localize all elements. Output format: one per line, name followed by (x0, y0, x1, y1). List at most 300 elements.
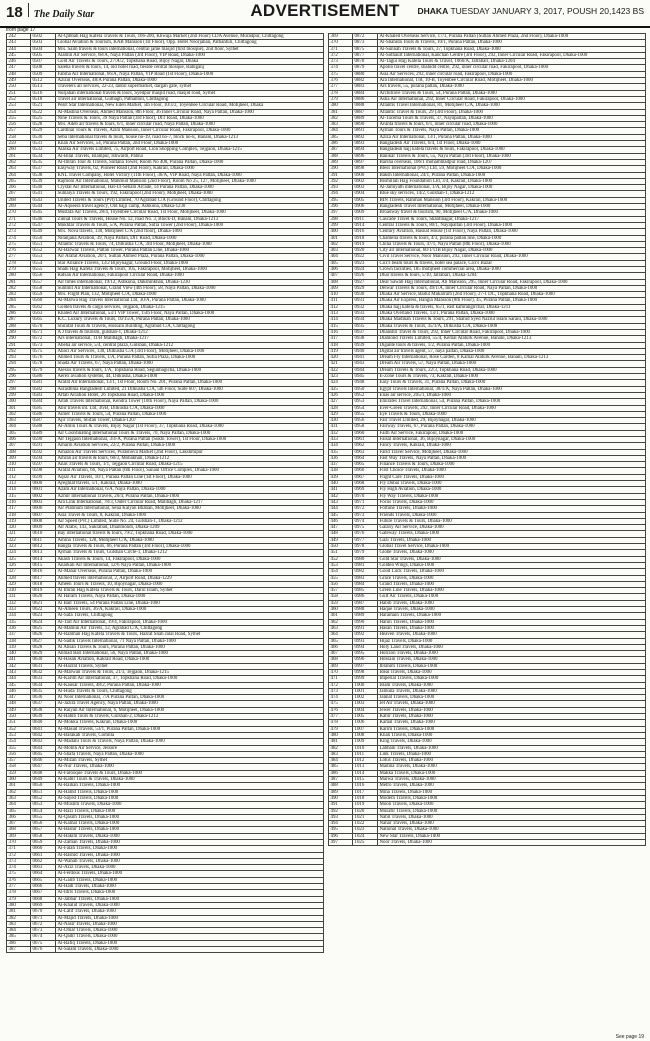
license-number: 0903 (353, 185, 378, 191)
serial-number: 263 (7, 166, 31, 172)
license-number: 0601 (31, 487, 56, 493)
serial-number: 250 (7, 84, 31, 90)
license-number: 0985 (353, 588, 378, 594)
license-number: 0579 (31, 367, 56, 373)
license-number: 0900 (353, 172, 378, 178)
license-number: 0528 (31, 122, 56, 128)
serial-number: 265 (7, 178, 31, 184)
license-number: 0974 (353, 518, 378, 524)
serial-number: 418 (329, 342, 353, 348)
agency-details: Marwa Travels, Dhaka-1000 (378, 777, 646, 783)
license-number: 0615 (31, 562, 56, 568)
agency-details: Aftab Aviation Hotel, 26 Topkhana Road, Dhaka-1000 (56, 392, 324, 398)
serial-number: 396 (329, 204, 353, 210)
serial-number: 397 (329, 210, 353, 216)
agency-details: Al-Manar Overseas, Purana Paltan, Dhaka-1000 (56, 569, 324, 575)
agency-details: Friends Travels, Dhaka-1000 (378, 512, 646, 518)
license-number: 0583 (31, 392, 56, 398)
license-number: 0661 (31, 852, 56, 858)
license-number: 0933 (353, 311, 378, 317)
license-number: 0603 (31, 499, 56, 505)
license-number: 0620 (31, 594, 56, 600)
license-number: 0877 (353, 52, 378, 58)
serial-number: 447 (329, 525, 353, 531)
agency-details: Jamuna Travels, Dhaka-1000 (378, 688, 646, 694)
agency-details: Al-Hakim Travels, Dhaka-1000 (56, 833, 324, 839)
agency-details: Gulf Air Travels, Dhaka-1000 (378, 594, 646, 600)
license-number: 0549 (31, 229, 56, 235)
serial-number: 329 (7, 581, 31, 587)
agency-details: Star Alliance Travels, 13/2 Bijoynagar, Ground Floor, Dhaka-1000 (56, 260, 324, 266)
agency-details: Al-Latif Travels, Dhaka-1000 (56, 909, 324, 915)
agency-details: Baksh International, 24/1, Purana Paltan, Dhaka-1000 (378, 172, 646, 178)
license-number: 0632 (31, 669, 56, 675)
license-number: 0883 (353, 84, 378, 90)
license-number: 0590 (31, 437, 56, 443)
serial-number: 342 (7, 663, 31, 669)
license-number: 0503 (31, 40, 56, 46)
serial-number: 486 (329, 770, 353, 776)
license-number: 0638 (31, 707, 56, 713)
dateline-date: TUESDAY JANUARY 3, 2017, POUSH 20,1423 BS (450, 6, 644, 16)
license-number: 0613 (31, 550, 56, 556)
agency-details: City air international, 60/1/11B Bijoy Nagar, Dhaka-1000 (378, 248, 646, 254)
serial-number: 280 (7, 273, 31, 279)
serial-number: 275 (7, 241, 31, 247)
serial-number: 435 (329, 449, 353, 455)
agency-details: Mukhtar Travels & Tours, 5/A, Purana Paltan, Sufia Tower (2nd Floor), Dhaka-1000 (56, 222, 324, 228)
license-number: 0581 (31, 380, 56, 386)
agency-details: Eye Travels & Tours, Dhaka-1000 (378, 411, 646, 417)
license-number: 0983 (353, 575, 378, 581)
agency-details: Shahi Hajj Kafela Travels & Tours, 105, Fakirapool, Motijheel, Dhaka-1000 (56, 266, 324, 272)
license-number: 0919 (353, 241, 378, 247)
agency-details: Rafsan Air International, Fakirapool Circular Road, Dhaka-1000 (56, 273, 324, 279)
license-number: 0987 (353, 600, 378, 606)
agency-details: Al-Nasir Travels, Dhaka-1000 (56, 921, 324, 927)
serial-number: 420 (329, 355, 353, 361)
serial-number: 374 (7, 865, 31, 871)
serial-number: 375 (329, 71, 353, 77)
agency-details: Abaci Air Services, 130, Dilkusha C/A (3rd Floor), Motijheel, Dhaka-1000 (56, 348, 324, 354)
agency-details: Moon Travels, Dhaka-1000 (378, 802, 646, 808)
agency-details: Al-Zaman Travels, Dhaka-1000 (56, 840, 324, 846)
agency-details: Hossain Travels, Dhaka-1000 (378, 657, 646, 663)
license-number: 1019 (353, 802, 378, 808)
license-number: 0625 (31, 625, 56, 631)
masthead: The Daily Star (33, 9, 95, 20)
license-number: 0878 (353, 59, 378, 65)
license-number: 1004 (353, 707, 378, 713)
serial-number: 378 (7, 890, 31, 896)
agency-details: Century Aviation, Hasnat House (1st Floor), Naya Paltan, Dhaka-1000 (378, 229, 646, 235)
license-number: 0923 (353, 260, 378, 266)
license-number: 0674 (31, 934, 56, 940)
license-number: 0911 (353, 216, 378, 222)
agency-details: Al-Rahman Hajj Kafela Travels & Tours, Hazrat Shah Jalal Road, Sylhet (56, 632, 324, 638)
license-number: 0602 (31, 493, 56, 499)
license-number: 0992 (353, 632, 378, 638)
license-number: 0628 (31, 644, 56, 650)
license-number: 1015 (353, 777, 378, 783)
agency-details: Al-Madina Overseas, Ahmed Mansion, 8th Floor, 36 Inner Circular Road, Naya Paltan, Dhaka-1000 (56, 109, 324, 115)
serial-number: 352 (7, 726, 31, 732)
agency-details: Dream Travels & Tours, 22/3, Topkhana Road, Dhaka-1000 (378, 367, 646, 373)
agency-details: Atlantic Travel & Tours, 29 (3rd Floor), Dhaka-1000 (378, 109, 646, 115)
agency-details: Pearl Star International, New Eden Market, 5th Floor, 10/3/2, Toyenbee Circular Road, Motijheel, Dhaka (56, 103, 324, 109)
license-number: 0986 (353, 594, 378, 600)
agency-details: United Travels & Tours (Pvt) Limited, 70 Agrabad C/A (Ground Floor), Chittagong (56, 197, 324, 203)
license-number: 0616 (31, 569, 56, 575)
agency-details: Atlantic Travels & Tours, 74, Dilkusha C/A, 3rd Floor, Motijheel, Dhaka-1000 (56, 241, 324, 247)
serial-number: 367 (7, 821, 31, 827)
license-number: 0539 (31, 178, 56, 184)
agency-details: Fortune Travels, Dhaka-1000 (378, 506, 646, 512)
license-number: 1018 (353, 795, 378, 801)
license-number: 0916 (353, 229, 378, 235)
license-number: 0562 (31, 304, 56, 310)
agency-details: Dhaka Overland Travels, 13/1, Purana Paltan, Dhaka-1000 (378, 311, 646, 317)
agency-details: Akash Travels & Tours, 14, Fakirapool, Dhaka-1000 (56, 556, 324, 562)
license-number: 0898 (353, 166, 378, 172)
license-number: 0897 (353, 159, 378, 165)
license-number: 1017 (353, 789, 378, 795)
serial-number: 469 (329, 663, 353, 669)
license-number: 0972 (353, 506, 378, 512)
serial-number: 438 (329, 468, 353, 474)
license-number: 0988 (353, 607, 378, 613)
agency-details: Chamelia travels & tours, 4/3, purana paltan line, Dhaka-1000 (378, 235, 646, 241)
agency-details: Al-Nur Travels, Dhaka-1000 (56, 764, 324, 770)
license-number: 0640 (31, 720, 56, 726)
serial-number: 459 (329, 600, 353, 606)
serial-number: 286 (7, 311, 31, 317)
agency-details: Al-Ameen Tours, 36/A, Kakrail, Dhaka-1000 (56, 607, 324, 613)
license-number: 1008 (353, 732, 378, 738)
agency-details: Easy Tours & Travels, 31, Purana Paltan, Dhaka-1000 (378, 380, 646, 386)
license-number: 0945 (353, 374, 378, 380)
license-number: 0909 (353, 210, 378, 216)
license-number: 0598 (31, 468, 56, 474)
license-number: 0570 (31, 323, 56, 329)
license-number: 0960 (353, 430, 378, 436)
serial-number: 453 (329, 562, 353, 568)
agency-details: Al-Madani Tours & Travels, Naya Paltan, Dhaka-1000 (56, 739, 324, 745)
license-number: 0873 (353, 40, 378, 46)
license-number: 0931 (353, 298, 378, 304)
serial-number: 455 (329, 575, 353, 581)
license-number: 0939 (353, 342, 378, 348)
agency-details: Emirates Travel International, 54, Purana Paltan, Dhaka-1000 (378, 399, 646, 405)
license-number: 0584 (31, 399, 56, 405)
agency-details: Al-Safa Travels, Chittagong (56, 613, 324, 619)
license-number: 0652 (31, 795, 56, 801)
serial-number: 349 (7, 707, 31, 713)
agency-details: Nilanjana Aviation, 39, Naya Paltan, DIT Road, Dhaka-1000 (56, 235, 324, 241)
license-number: 0880 (353, 71, 378, 77)
agency-details: Apollo travel centre, shahidd centre, 292, inner circular road, Fakirapool, Dhaka-1000 (378, 65, 646, 71)
serial-number: 376 (7, 877, 31, 883)
license-number: 0642 (31, 732, 56, 738)
serial-number: 398 (329, 216, 353, 222)
agency-details: Al-Razi Travels, Dhaka-1000 (56, 808, 324, 814)
license-number: 0533 (31, 147, 56, 153)
serial-number: 378 (329, 90, 353, 96)
license-number: 1005 (353, 714, 378, 720)
agency-details: Flight Care Travels, Dhaka-1000 (378, 474, 646, 480)
serial-number: 273 (7, 229, 31, 235)
serial-number: 496 (329, 833, 353, 839)
serial-number: 416 (329, 329, 353, 335)
serial-number: 381 (7, 909, 31, 915)
license-number: 0999 (353, 676, 378, 682)
license-number: 0624 (31, 619, 56, 625)
license-number: 0545 (31, 210, 56, 216)
serial-number: 358 (7, 764, 31, 770)
agency-details: Azizul Overseas, 48/A Purana Paltan, Dhaka-1000 (56, 78, 324, 84)
agency-details: Jannat Travels, Dhaka-1000 (378, 695, 646, 701)
serial-number: 357 (7, 758, 31, 764)
serial-number: 370 (7, 840, 31, 846)
serial-number: 467 (329, 651, 353, 657)
serial-number: 287 (7, 317, 31, 323)
agency-details: Shirafat Tours & Travels, Hossain Building, Agrabad C/A, Chittagong (56, 323, 324, 329)
serial-number: 432 (329, 430, 353, 436)
serial-number: 380 (329, 103, 353, 109)
license-number: 1022 (353, 821, 378, 827)
agency-details: K.C. Luxury Travels & Tours, 10/15/A, Purana Paltan, Dhaka-1000 (56, 317, 324, 323)
serial-number: 450 (329, 544, 353, 550)
agency-details: Khaled Air International, 53/1 VIP Tower, 15th Floor, Naya Paltan, Dhaka-1000 (56, 311, 324, 317)
agency-details: Fairway Travels, 67, Purana Paltan, Dhaka-1000 (378, 424, 646, 430)
serial-number: 410 (329, 292, 353, 298)
license-number: 1013 (353, 764, 378, 770)
license-number: 0552 (31, 248, 56, 254)
license-number: 0521 (31, 103, 56, 109)
serial-number: 355 (7, 745, 31, 751)
serial-number: 333 (7, 607, 31, 613)
serial-number: 289 (7, 329, 31, 335)
agency-details: Dhaka Travels & Tours, 35/1/A, Dilkusha C/A, Dhaka-1000 (378, 323, 646, 329)
agency-details: Cascade Travel & Tours, Shantinagar, Dhaka-1217 (378, 216, 646, 222)
serial-number: 445 (329, 512, 353, 518)
serial-number: 295 (7, 367, 31, 373)
license-number: 0673 (31, 928, 56, 934)
license-number: 0505 (31, 52, 56, 58)
agency-details: Ayegmat travels, 5/1, Kakrail, Dhaka-1000 (56, 481, 324, 487)
serial-number: 390 (329, 166, 353, 172)
agency-details: Anas Travels & Tours, 1/1, Tejgaon Circular Road, Dhaka-1215 (56, 462, 324, 468)
serial-number: 316 (7, 499, 31, 505)
license-number: 0929 (353, 285, 378, 291)
agency-details: Ameen Tours & Travels, 10, Bijoynagar, Dhaka-1000 (56, 581, 324, 587)
agency-details: Noor Travels, Dhaka-1000 (378, 840, 646, 846)
license-number: 1002 (353, 695, 378, 701)
license-number: 0997 (353, 663, 378, 669)
serial-number: 296 (7, 374, 31, 380)
license-number: 0891 (353, 128, 378, 134)
agency-details: Aimer Travels & Tours, 54, Purana Paltan, Dhaka-1000 (56, 411, 324, 417)
serial-number: 406 (329, 266, 353, 272)
page-number: 18 (6, 4, 23, 21)
agency-details: Ars international, 11/B Malibagh, Dhaka-1217 (56, 336, 324, 342)
serial-number: 421 (329, 361, 353, 367)
serial-number: 491 (329, 802, 353, 808)
serial-number: 456 (329, 581, 353, 587)
license-number: 1023 (353, 827, 378, 833)
serial-number: 351 (7, 720, 31, 726)
agency-details: Fast Way Travels, Naya Paltan, Dhaka-1000 (378, 455, 646, 461)
license-number: 0634 (31, 682, 56, 688)
agency-details: Al-Kamal Travels, Dhaka-1000 (56, 821, 324, 827)
serial-number: 294 (7, 361, 31, 367)
agency-details: Al-Marwan Travels & Tours, 21/3, Tejgaon, Dhaka-1215 (56, 669, 324, 675)
serial-number: 443 (329, 499, 353, 505)
serial-number: 253 (7, 103, 31, 109)
serial-number: 477 (329, 714, 353, 720)
agency-details: M/s. Adeb air travels & tours, 6/1, inner circular road, Naya Paltan, Dhaka-1000 (56, 122, 324, 128)
serial-number: 434 (329, 443, 353, 449)
serial-number: 431 (329, 424, 353, 430)
serial-number: 429 (329, 411, 353, 417)
section-title: ADVERTISEMENT (250, 1, 400, 20)
serial-number: 414 (329, 317, 353, 323)
license-number: 0889 (353, 115, 378, 121)
license-number: 0668 (31, 896, 56, 902)
serial-number: 311 (7, 468, 31, 474)
agency-details: Al-Salam Travels, Dhaka-1000 (56, 947, 324, 953)
serial-number: 371 (329, 46, 353, 52)
license-number: 0955 (353, 411, 378, 417)
license-number: 0982 (353, 569, 378, 575)
license-number: 0963 (353, 449, 378, 455)
agency-details: Arafat Aviation, 66, Naya Paltan (6th Floor), Sanaul Office Complex, Dhaka-1000 (56, 468, 324, 474)
agency-details: Dear Sawab Hajj International, Ali Mansion, 295, Inner Circular Road, Fakirapool, Dhaka-1000 (378, 279, 646, 285)
agency-details: Al-Barwaz Travels, Paltan Tower, Purana Paltan Line, Dhaka-1000 (56, 248, 324, 254)
agency-details: Haque Travels, Dhaka-1000 (378, 607, 646, 613)
serial-number: 384 (329, 128, 353, 134)
serial-number: 489 (329, 789, 353, 795)
license-number: 0934 (353, 317, 378, 323)
serial-number: 365 (7, 808, 31, 814)
serial-number: 264 (7, 172, 31, 178)
agency-details: Digante tours & travels, 1/2, Purana Paltan, Dhaka-1000 (378, 342, 646, 348)
agency-details: Dhaka hajj kafela & travels, 65/1, east kamrangirchar, Dhaka-1211 (378, 304, 646, 310)
license-number: 0529 (31, 128, 56, 134)
license-number: 0665 (31, 877, 56, 883)
serial-number: 276 (7, 248, 31, 254)
serial-number: 389 (329, 159, 353, 165)
agency-details: Bangla Travels & Tours, 66, Purana Paltan (3rd Floor), Dhaka-1000 (56, 544, 324, 550)
serial-number: 322 (7, 537, 31, 543)
license-number: 0970 (353, 493, 378, 499)
license-number: 0879 (353, 65, 378, 71)
agency-details: Al-Muslim Travels, Dhaka-1000 (56, 802, 324, 808)
agency-details: Bangladesh Air Travels, 6/4, 1st Floor, Dhaka-1000 (378, 141, 646, 147)
agency-details: Gold Air Travels & Tours, 27/A/2, Topkhana Road, Bijoy Nagar, Dhaka (56, 59, 324, 65)
license-number: 0965 (353, 462, 378, 468)
license-number: 0626 (31, 632, 56, 638)
serial-number: 284 (7, 298, 31, 304)
license-number: 0504 (31, 46, 56, 52)
agency-details: Barsha overseas, 106/1 mohammadpur road, Dhaka-1207 (378, 159, 646, 165)
agency-details: Al-Jamiyath international, 1/A, Bijoy Nagar, Dhaka-1000 (378, 185, 646, 191)
agency-details: Al-Kausar Travels, 48/2, Purana Paltan, Dhaka-1000 (56, 682, 324, 688)
license-number: 0980 (353, 556, 378, 562)
license-number: 0541 (31, 191, 56, 197)
serial-number: 490 (329, 795, 353, 801)
agency-details: Dhaka Madinah Travels & Tours, 291, Shahid Syed Nazrul Islam Sarani, Dhaka-1000 (378, 317, 646, 323)
serial-number: 448 (329, 531, 353, 537)
serial-number: 430 (329, 418, 353, 424)
license-number: 0655 (31, 814, 56, 820)
agency-details: Abir travels int. Ltd, 36/B, Dilkusha C/A, Dhaka-1000 (56, 405, 324, 411)
serial-number: 381 (329, 109, 353, 115)
agency-details: Al-Tacema Tours & Travels, 37, Nayapaltan, Dhaka-1000 (378, 115, 646, 121)
agency-details: Globe Travels, Dhaka-1000 (378, 550, 646, 556)
agency-details: Al-Mizan Travels, Sylhet (56, 758, 324, 764)
agency-details: Khan Travels, Dhaka-1000 (378, 732, 646, 738)
serial-number: 297 (7, 380, 31, 386)
agency-details: King Travels, Dhaka-1000 (378, 739, 646, 745)
agency-details: Rajmoni Air International, Mahmud Mansion (2nd Floor), Room No 25, 127, Motijheel, Dhaka-1000 (56, 178, 324, 184)
license-number: 1021 (353, 814, 378, 820)
agency-details: Fabiha Air International, 66/A, Naya Paltan, VIP Road (1st Floor), Dhaka-1000 (56, 71, 324, 77)
license-number: 0906 (353, 204, 378, 210)
agency-details: Ajir Travels, Shifan Tower, Dhaka-1207 (56, 418, 324, 424)
license-number: 0540 (31, 185, 56, 191)
agency-details: Link Travels, Dhaka-1000 (378, 751, 646, 757)
agency-details: Asha Air International, 292, Inner Circular Road, Fakirapool, Dhaka-1000 (378, 96, 646, 102)
license-number: 1003 (353, 701, 378, 707)
dateline (418, 6, 644, 16)
agency-details: Zinnat Tours & Travels, House No. 12, road No. 3, Block-D, Banani, Dhaka-1213 (56, 216, 324, 222)
serial-number: 307 (7, 443, 31, 449)
agency-details: Ayman Tours & Travels, Naya Paltan, Dhaka-1000 (378, 128, 646, 134)
license-number: 0509 (31, 71, 56, 77)
agency-details: BIN Travels, Rahman Mansion (3rd Floor), Kakrail, Dhaka-1000 (378, 197, 646, 203)
serial-number: 332 (7, 600, 31, 606)
agency-details: Air Coordinating International Tours & Travels, 70, Naya Paltan, Dhaka-1000 (56, 430, 324, 436)
serial-number: 377 (329, 84, 353, 90)
license-number: 0882 (353, 78, 378, 84)
agency-details: Amina Travels, 128, Motijheel C/A, Dhaka-1000 (56, 537, 324, 543)
license-number: 0887 (353, 109, 378, 115)
license-number: 0888 (353, 103, 378, 109)
serial-number: 399 (329, 222, 353, 228)
serial-number: 401 (329, 235, 353, 241)
serial-number: 451 (329, 550, 353, 556)
serial-number: 379 (329, 96, 353, 102)
serial-number: 468 (329, 657, 353, 663)
agency-details: Ara International, 1/B, 10-B, Toyenbee Circular Road, Motijheel, Dhaka-1000 (378, 78, 646, 84)
serial-number: 269 (7, 204, 31, 210)
license-number: 1016 (353, 783, 378, 789)
serial-number: 249 (7, 78, 31, 84)
agency-details: Al-Masud Travels, 53/1, Purana Paltan, Dhaka-1000 (56, 726, 324, 732)
license-number: 0649 (31, 777, 56, 783)
agency-details: Air Speed (Pvt.) Limited, Suite No. 24, Gulshan-1, Dhaka-1212 (56, 518, 324, 524)
agency-details: Horizon Travels, Dhaka-1000 (378, 651, 646, 657)
agency-details: China Travels & Tours, 47/1, Naya Paltan (8th Floor), Dhaka-1000 (378, 241, 646, 247)
license-number: 0544 (31, 204, 56, 210)
serial-number: 366 (7, 814, 31, 820)
agency-details: Focus Travels, Dhaka-1000 (378, 499, 646, 505)
agency-details: Al Raiyan Air International, 6, Motijheel, Dhaka-1000 (56, 707, 324, 713)
license-number: 0905 (353, 197, 378, 203)
license-number: 0614 (31, 556, 56, 562)
agency-details: Summit Air International, Grand View (4th Floor), 58, Naya Paltan, Dhaka-1000 (56, 285, 324, 291)
